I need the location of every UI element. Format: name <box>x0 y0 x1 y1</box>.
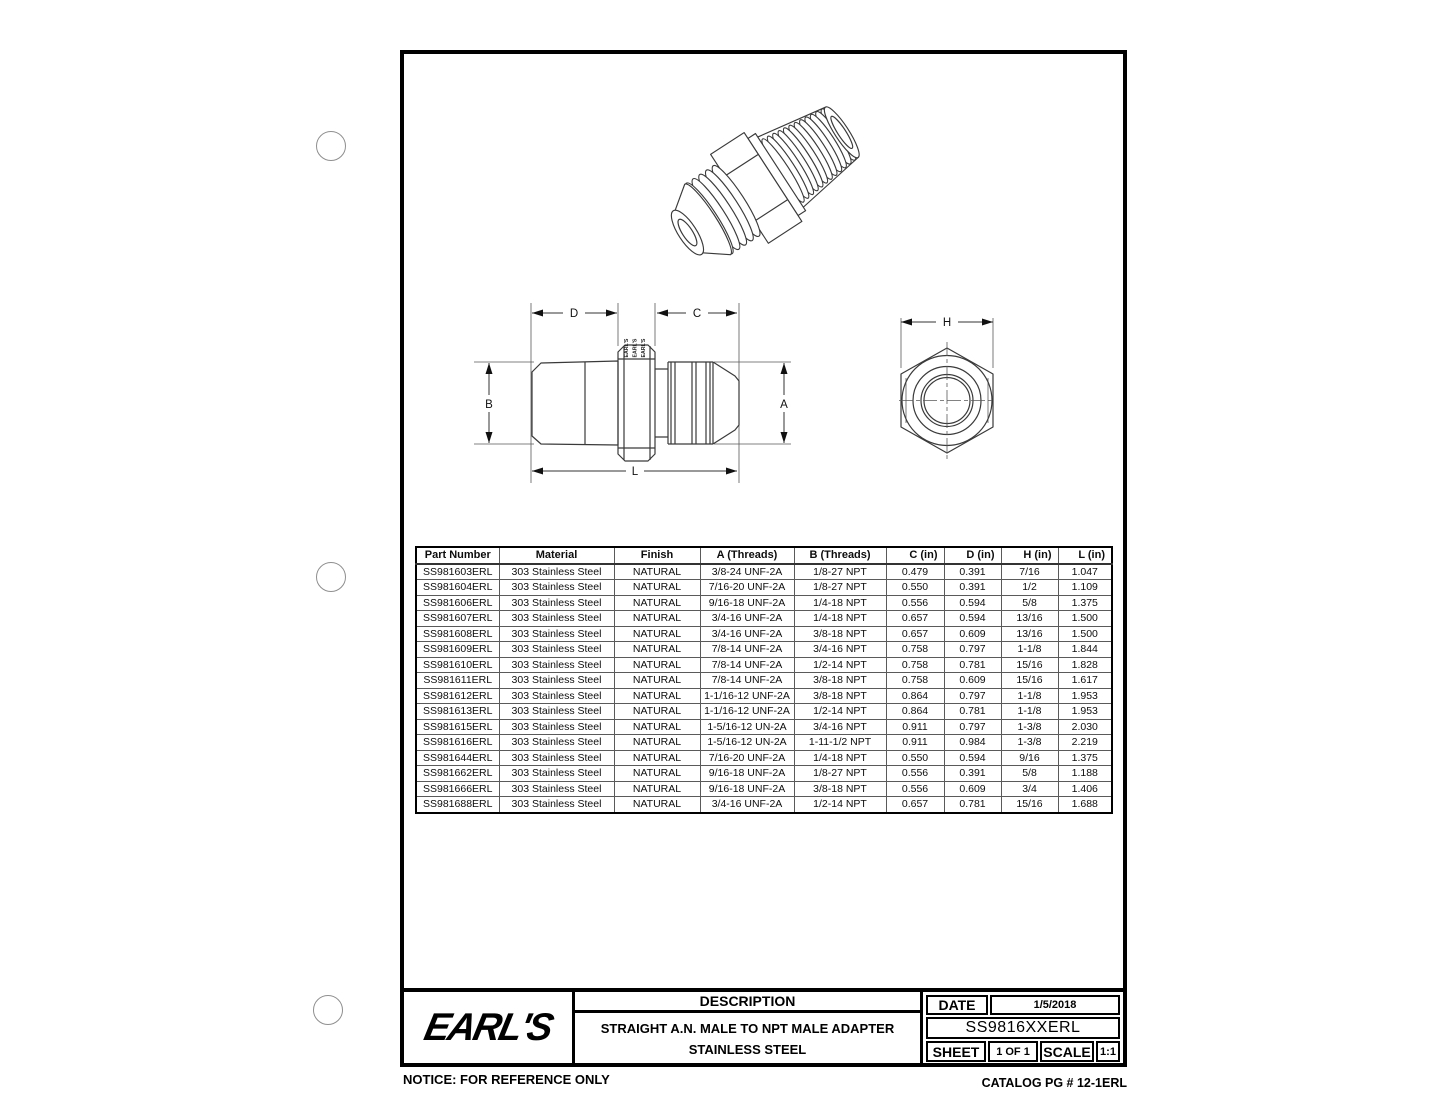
table-cell: 3/8-18 NPT <box>794 673 886 689</box>
table-cell: 0.781 <box>944 797 1001 813</box>
table-cell: 3/8-24 UNF-2A <box>700 564 794 580</box>
table-cell: 0.657 <box>886 797 944 813</box>
punch-hole-top <box>316 131 346 161</box>
table-cell: NATURAL <box>614 595 700 611</box>
table-cell: 0.911 <box>886 735 944 751</box>
table-cell: 303 Stainless Steel <box>499 626 614 642</box>
column-header: Finish <box>614 547 700 564</box>
table-row <box>416 781 1112 797</box>
table-cell: 0.391 <box>944 580 1001 596</box>
table-cell: NATURAL <box>614 797 700 813</box>
column-header: C (in) <box>886 547 944 564</box>
table-cell: 1.375 <box>1058 595 1112 611</box>
isometric-view <box>633 70 913 285</box>
column-header: A (Threads) <box>700 547 794 564</box>
spec-table <box>415 546 1113 814</box>
table-cell: 303 Stainless Steel <box>499 781 614 797</box>
table-row <box>416 750 1112 766</box>
table-cell: 0.984 <box>944 735 1001 751</box>
table-cell: SS981609ERL <box>416 642 499 658</box>
table-cell: 1/2-14 NPT <box>794 704 886 720</box>
table-cell: 5/8 <box>1001 595 1058 611</box>
table-cell: 0.911 <box>886 719 944 735</box>
table-cell: 0.594 <box>944 750 1001 766</box>
table-row <box>416 657 1112 673</box>
table-cell: 1-11-1/2 NPT <box>794 735 886 751</box>
table-cell: 3/8-18 NPT <box>794 626 886 642</box>
table-cell: 0.609 <box>944 626 1001 642</box>
table-row <box>416 688 1112 704</box>
table-cell: 1-3/8 <box>1001 735 1058 751</box>
table-cell: 303 Stainless Steel <box>499 673 614 689</box>
column-header: B (Threads) <box>794 547 886 564</box>
table-cell: 303 Stainless Steel <box>499 704 614 720</box>
table-cell: 9/16-18 UNF-2A <box>700 766 794 782</box>
table-cell: SS981616ERL <box>416 735 499 751</box>
table-row <box>416 564 1112 580</box>
dim-label-h: H <box>942 317 952 329</box>
table-cell: 9/16 <box>1001 750 1058 766</box>
table-cell: 1/4-18 NPT <box>794 750 886 766</box>
table-cell: 0.391 <box>944 564 1001 580</box>
table-cell: NATURAL <box>614 673 700 689</box>
table-cell: SS981662ERL <box>416 766 499 782</box>
table-cell: SS981604ERL <box>416 580 499 596</box>
column-header: D (in) <box>944 547 1001 564</box>
column-header: L (in) <box>1058 547 1112 564</box>
sheet-value: 1 OF 1 <box>988 1041 1038 1062</box>
table-cell: 1.688 <box>1058 797 1112 813</box>
table-cell: 3/8-18 NPT <box>794 688 886 704</box>
punch-hole-middle <box>316 562 346 592</box>
punch-hole-bottom <box>313 995 343 1025</box>
date-value: 1/5/2018 <box>990 995 1120 1015</box>
table-cell: 15/16 <box>1001 797 1058 813</box>
table-cell: 0.781 <box>944 657 1001 673</box>
table-cell: 5/8 <box>1001 766 1058 782</box>
table-cell: 1/4-18 NPT <box>794 611 886 627</box>
table-cell: 1/8-27 NPT <box>794 564 886 580</box>
table-cell: 1/8-27 NPT <box>794 766 886 782</box>
table-cell: NATURAL <box>614 719 700 735</box>
title-block <box>404 988 1123 1063</box>
table-cell: SS981608ERL <box>416 626 499 642</box>
dim-label-d: D <box>569 308 579 320</box>
table-cell: 0.556 <box>886 766 944 782</box>
table-cell: 303 Stainless Steel <box>499 611 614 627</box>
table-cell: NATURAL <box>614 564 700 580</box>
description-block <box>572 992 923 1065</box>
table-cell: 7/8-14 UNF-2A <box>700 673 794 689</box>
table-cell: 0.797 <box>944 642 1001 658</box>
table-cell: SS981613ERL <box>416 704 499 720</box>
table-cell: SS981603ERL <box>416 564 499 580</box>
table-cell: 3/4-16 UNF-2A <box>700 611 794 627</box>
table-cell: 13/16 <box>1001 626 1058 642</box>
table-cell: 1.617 <box>1058 673 1112 689</box>
table-row <box>416 626 1112 642</box>
table-cell: 1.375 <box>1058 750 1112 766</box>
table-cell: 1.828 <box>1058 657 1112 673</box>
table-cell: NATURAL <box>614 766 700 782</box>
table-row <box>416 719 1112 735</box>
table-cell: SS981607ERL <box>416 611 499 627</box>
table-cell: 0.797 <box>944 688 1001 704</box>
table-cell: NATURAL <box>614 642 700 658</box>
dim-label-l: L <box>631 466 639 478</box>
table-cell: 0.864 <box>886 688 944 704</box>
table-cell: 1-3/8 <box>1001 719 1058 735</box>
table-cell: 3/4 <box>1001 781 1058 797</box>
table-cell: 303 Stainless Steel <box>499 719 614 735</box>
column-header: Part Number <box>416 547 499 564</box>
table-cell: SS981610ERL <box>416 657 499 673</box>
table-cell: 13/16 <box>1001 611 1058 627</box>
table-cell: NATURAL <box>614 580 700 596</box>
brand-logo <box>404 992 572 1065</box>
table-cell: 303 Stainless Steel <box>499 750 614 766</box>
column-header: H (in) <box>1001 547 1058 564</box>
date-label: DATE <box>926 995 988 1015</box>
table-row <box>416 766 1112 782</box>
table-cell: 9/16-18 UNF-2A <box>700 595 794 611</box>
table-cell: SS981612ERL <box>416 688 499 704</box>
table-cell: 0.479 <box>886 564 944 580</box>
table-row <box>416 595 1112 611</box>
dim-label-a: A <box>780 399 788 411</box>
table-cell: 3/8-18 NPT <box>794 781 886 797</box>
table-cell: NATURAL <box>614 781 700 797</box>
table-cell: 0.391 <box>944 766 1001 782</box>
table-cell: 1.953 <box>1058 704 1112 720</box>
description-body <box>575 1013 920 1065</box>
table-cell: 1-1/16-12 UNF-2A <box>700 704 794 720</box>
hex-stamp-text: EARL'S <box>641 338 647 358</box>
table-cell: 0.609 <box>944 673 1001 689</box>
table-cell: 9/16-18 UNF-2A <box>700 781 794 797</box>
table-cell: 1/2-14 NPT <box>794 797 886 813</box>
table-row <box>416 797 1112 813</box>
table-cell: 2.030 <box>1058 719 1112 735</box>
table-cell: 3/4-16 NPT <box>794 719 886 735</box>
table-cell: 0.797 <box>944 719 1001 735</box>
table-cell: 0.758 <box>886 657 944 673</box>
table-cell: 0.609 <box>944 781 1001 797</box>
table-cell: 3/4-16 UNF-2A <box>700 797 794 813</box>
table-cell: 15/16 <box>1001 657 1058 673</box>
table-cell: 1-1/8 <box>1001 688 1058 704</box>
dimension-view <box>455 283 1020 508</box>
table-cell: 0.556 <box>886 595 944 611</box>
column-header: Material <box>499 547 614 564</box>
table-cell: NATURAL <box>614 688 700 704</box>
catalog-reference: CATALOG PG # 12-1ERL <box>981 1076 1127 1090</box>
table-cell: 1.953 <box>1058 688 1112 704</box>
table-cell: 303 Stainless Steel <box>499 766 614 782</box>
table-cell: 303 Stainless Steel <box>499 595 614 611</box>
hex-stamp-text: EARL'S <box>632 338 639 358</box>
table-cell: 1-1/8 <box>1001 642 1058 658</box>
table-cell: SS981611ERL <box>416 673 499 689</box>
table-cell: NATURAL <box>614 626 700 642</box>
table-cell: SS981644ERL <box>416 750 499 766</box>
table-row <box>416 673 1112 689</box>
table-row <box>416 735 1112 751</box>
table-cell: 0.758 <box>886 673 944 689</box>
part-code: SS9816XXERL <box>926 1017 1120 1039</box>
table-cell: 1.844 <box>1058 642 1112 658</box>
table-cell: 0.781 <box>944 704 1001 720</box>
table-cell: NATURAL <box>614 611 700 627</box>
table-cell: 7/8-14 UNF-2A <box>700 657 794 673</box>
table-cell: 1/2 <box>1001 580 1058 596</box>
table-row <box>416 704 1112 720</box>
table-cell: NATURAL <box>614 657 700 673</box>
table-cell: 1.406 <box>1058 781 1112 797</box>
description-header: DESCRIPTION <box>575 992 920 1013</box>
table-cell: 7/8-14 UNF-2A <box>700 642 794 658</box>
table-cell: 1-1/16-12 UNF-2A <box>700 688 794 704</box>
reference-notice: NOTICE: FOR REFERENCE ONLY <box>403 1072 610 1087</box>
sheet-label: SHEET <box>926 1041 986 1062</box>
table-row <box>416 611 1112 627</box>
table-cell: 3/4-16 NPT <box>794 642 886 658</box>
table-cell: SS981666ERL <box>416 781 499 797</box>
table-row <box>416 580 1112 596</box>
hex-stamp-text: EARL'S <box>624 338 630 358</box>
table-cell: SS981688ERL <box>416 797 499 813</box>
table-cell: 1.188 <box>1058 766 1112 782</box>
table-cell: 1.047 <box>1058 564 1112 580</box>
table-cell: 2.219 <box>1058 735 1112 751</box>
table-header-row <box>416 547 1112 564</box>
title-block-right <box>923 992 1123 1065</box>
table-cell: 3/4-16 UNF-2A <box>700 626 794 642</box>
table-cell: 7/16-20 UNF-2A <box>700 750 794 766</box>
table-cell: 0.758 <box>886 642 944 658</box>
dim-label-b: B <box>485 399 493 411</box>
table-cell: 1/2-14 NPT <box>794 657 886 673</box>
table-cell: 1-5/16-12 UN-2A <box>700 719 794 735</box>
description-line-2: STAINLESS STEEL <box>688 1042 807 1057</box>
table-cell: 303 Stainless Steel <box>499 797 614 813</box>
scale-value: 1:1 <box>1096 1041 1120 1062</box>
brand-logo-text: EARL'S <box>420 1006 556 1050</box>
table-cell: 0.594 <box>944 595 1001 611</box>
table-cell: 1.500 <box>1058 611 1112 627</box>
table-cell: 1.109 <box>1058 580 1112 596</box>
table-cell: 1-1/8 <box>1001 704 1058 720</box>
table-cell: SS981606ERL <box>416 595 499 611</box>
table-cell: SS981615ERL <box>416 719 499 735</box>
table-cell: 303 Stainless Steel <box>499 642 614 658</box>
table-cell: 0.550 <box>886 750 944 766</box>
table-cell: 15/16 <box>1001 673 1058 689</box>
table-cell: 303 Stainless Steel <box>499 735 614 751</box>
table-cell: 0.864 <box>886 704 944 720</box>
table-cell: 7/16 <box>1001 564 1058 580</box>
description-line-1: STRAIGHT A.N. MALE TO NPT MALE ADAPTER <box>600 1021 895 1036</box>
table-cell: 0.657 <box>886 611 944 627</box>
dim-label-c: C <box>692 308 702 320</box>
table-cell: 7/16-20 UNF-2A <box>700 580 794 596</box>
table-cell: 1/4-18 NPT <box>794 595 886 611</box>
table-cell: NATURAL <box>614 704 700 720</box>
table-cell: 0.594 <box>944 611 1001 627</box>
table-cell: NATURAL <box>614 750 700 766</box>
table-cell: 0.556 <box>886 781 944 797</box>
table-cell: NATURAL <box>614 735 700 751</box>
table-cell: 303 Stainless Steel <box>499 580 614 596</box>
table-cell: 1-5/16-12 UN-2A <box>700 735 794 751</box>
table-cell: 303 Stainless Steel <box>499 688 614 704</box>
table-cell: 0.550 <box>886 580 944 596</box>
table-cell: 303 Stainless Steel <box>499 564 614 580</box>
table-cell: 303 Stainless Steel <box>499 657 614 673</box>
scale-label: SCALE <box>1040 1041 1094 1062</box>
table-cell: 0.657 <box>886 626 944 642</box>
table-cell: 1.500 <box>1058 626 1112 642</box>
table-cell: 1/8-27 NPT <box>794 580 886 596</box>
table-body <box>416 564 1112 813</box>
table-row <box>416 642 1112 658</box>
